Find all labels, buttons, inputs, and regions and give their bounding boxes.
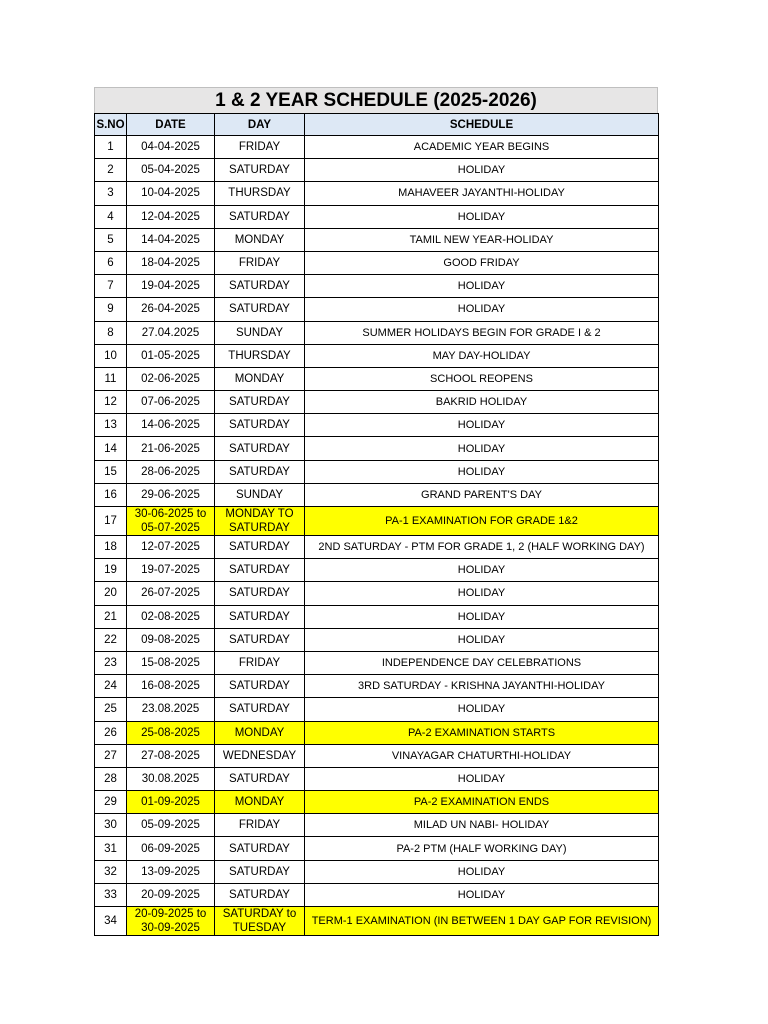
- cell-schedule: INDEPENDENCE DAY CELEBRATIONS: [305, 651, 659, 674]
- cell-date: 20-09-2025: [127, 883, 215, 906]
- cell-date: 29-06-2025: [127, 483, 215, 506]
- cell-date: 12-04-2025: [127, 205, 215, 228]
- header-date: DATE: [127, 114, 215, 136]
- cell-date: 10-04-2025: [127, 182, 215, 205]
- cell-sno: 1: [95, 136, 127, 159]
- cell-date: 27-08-2025: [127, 744, 215, 767]
- cell-schedule: GOOD FRIDAY: [305, 251, 659, 274]
- table-row: [95, 414, 659, 437]
- cell-day: MONDAY TO SATURDAY: [215, 507, 305, 536]
- cell-sno: 19: [95, 559, 127, 582]
- schedule-table: [94, 113, 659, 936]
- table-row: [95, 507, 659, 536]
- cell-sno: 15: [95, 460, 127, 483]
- cell-date: 06-09-2025: [127, 837, 215, 860]
- cell-day: SATURDAY: [215, 536, 305, 559]
- cell-date: 30-06-2025 to 05-07-2025: [127, 507, 215, 536]
- cell-day: SUNDAY: [215, 483, 305, 506]
- cell-schedule: SCHOOL REOPENS: [305, 367, 659, 390]
- cell-schedule: HOLIDAY: [305, 159, 659, 182]
- cell-sno: 30: [95, 814, 127, 837]
- cell-day: MONDAY: [215, 228, 305, 251]
- table-row: [95, 791, 659, 814]
- header-sno: S.NO: [95, 114, 127, 136]
- cell-date: 02-06-2025: [127, 367, 215, 390]
- cell-sno: 5: [95, 228, 127, 251]
- cell-day: SATURDAY: [215, 275, 305, 298]
- cell-day: SATURDAY: [215, 675, 305, 698]
- header-day: DAY: [215, 114, 305, 136]
- cell-day: MONDAY: [215, 791, 305, 814]
- cell-day: SATURDAY: [215, 391, 305, 414]
- cell-day: FRIDAY: [215, 651, 305, 674]
- cell-sno: 25: [95, 698, 127, 721]
- cell-date: 21-06-2025: [127, 437, 215, 460]
- cell-schedule: HOLIDAY: [305, 860, 659, 883]
- cell-schedule: HOLIDAY: [305, 582, 659, 605]
- cell-day: MONDAY: [215, 367, 305, 390]
- cell-date: 04-04-2025: [127, 136, 215, 159]
- table-row: [95, 205, 659, 228]
- cell-sno: 2: [95, 159, 127, 182]
- table-row: [95, 837, 659, 860]
- cell-sno: 28: [95, 767, 127, 790]
- cell-date: 16-08-2025: [127, 675, 215, 698]
- cell-date: 01-05-2025: [127, 344, 215, 367]
- cell-schedule: PA-2 EXAMINATION STARTS: [305, 721, 659, 744]
- cell-schedule: HOLIDAY: [305, 414, 659, 437]
- cell-day: SATURDAY: [215, 605, 305, 628]
- cell-schedule: HOLIDAY: [305, 767, 659, 790]
- cell-sno: 13: [95, 414, 127, 437]
- cell-day: SATURDAY: [215, 298, 305, 321]
- cell-date: 20-09-2025 to 30-09-2025: [127, 907, 215, 936]
- cell-date: 19-07-2025: [127, 559, 215, 582]
- cell-day: FRIDAY: [215, 814, 305, 837]
- cell-day: SATURDAY to TUESDAY: [215, 907, 305, 936]
- cell-schedule: SUMMER HOLIDAYS BEGIN FOR GRADE I & 2: [305, 321, 659, 344]
- cell-day: SATURDAY: [215, 460, 305, 483]
- cell-date: 19-04-2025: [127, 275, 215, 298]
- cell-sno: 29: [95, 791, 127, 814]
- cell-sno: 4: [95, 205, 127, 228]
- cell-schedule: 2ND SATURDAY - PTM FOR GRADE 1, 2 (HALF WORKING DAY): [305, 536, 659, 559]
- cell-sno: 24: [95, 675, 127, 698]
- cell-schedule: MILAD UN NABI- HOLIDAY: [305, 814, 659, 837]
- cell-schedule: PA-1 EXAMINATION FOR GRADE 1&2: [305, 507, 659, 536]
- cell-date: 14-04-2025: [127, 228, 215, 251]
- cell-sno: 33: [95, 883, 127, 906]
- table-row: [95, 767, 659, 790]
- table-body: [95, 136, 659, 936]
- table-row: [95, 344, 659, 367]
- cell-schedule: GRAND PARENT'S DAY: [305, 483, 659, 506]
- table-row: [95, 605, 659, 628]
- cell-date: 23.08.2025: [127, 698, 215, 721]
- cell-day: FRIDAY: [215, 136, 305, 159]
- cell-date: 25-08-2025: [127, 721, 215, 744]
- table-row: [95, 675, 659, 698]
- cell-day: SATURDAY: [215, 837, 305, 860]
- cell-sno: 31: [95, 837, 127, 860]
- table-row: [95, 483, 659, 506]
- cell-sno: 26: [95, 721, 127, 744]
- cell-day: SATURDAY: [215, 698, 305, 721]
- cell-date: 26-04-2025: [127, 298, 215, 321]
- cell-schedule: HOLIDAY: [305, 298, 659, 321]
- cell-schedule: HOLIDAY: [305, 205, 659, 228]
- table-row: [95, 321, 659, 344]
- cell-date: 13-09-2025: [127, 860, 215, 883]
- table-row: [95, 298, 659, 321]
- cell-sno: 8: [95, 321, 127, 344]
- table-row: [95, 814, 659, 837]
- cell-day: SATURDAY: [215, 205, 305, 228]
- cell-day: THURSDAY: [215, 182, 305, 205]
- cell-sno: 12: [95, 391, 127, 414]
- cell-day: SATURDAY: [215, 883, 305, 906]
- cell-day: SUNDAY: [215, 321, 305, 344]
- cell-sno: 16: [95, 483, 127, 506]
- cell-sno: 20: [95, 582, 127, 605]
- cell-day: SATURDAY: [215, 559, 305, 582]
- cell-schedule: PA-2 EXAMINATION ENDS: [305, 791, 659, 814]
- cell-sno: 7: [95, 275, 127, 298]
- cell-sno: 23: [95, 651, 127, 674]
- table-row: [95, 460, 659, 483]
- cell-sno: 34: [95, 907, 127, 936]
- table-row: [95, 159, 659, 182]
- table-row: [95, 182, 659, 205]
- cell-day: SATURDAY: [215, 159, 305, 182]
- table-row: [95, 275, 659, 298]
- cell-schedule: MAY DAY-HOLIDAY: [305, 344, 659, 367]
- header-schedule: SCHEDULE: [305, 114, 659, 136]
- cell-sno: 3: [95, 182, 127, 205]
- cell-schedule: HOLIDAY: [305, 460, 659, 483]
- cell-schedule: BAKRID HOLIDAY: [305, 391, 659, 414]
- cell-schedule: HOLIDAY: [305, 883, 659, 906]
- table-row: [95, 367, 659, 390]
- cell-sno: 27: [95, 744, 127, 767]
- cell-schedule: HOLIDAY: [305, 275, 659, 298]
- cell-schedule: PA-2 PTM (HALF WORKING DAY): [305, 837, 659, 860]
- cell-day: SATURDAY: [215, 860, 305, 883]
- cell-sno: 9: [95, 298, 127, 321]
- table-row: [95, 883, 659, 906]
- cell-schedule: HOLIDAY: [305, 437, 659, 460]
- table-row: [95, 391, 659, 414]
- sheet-title: 1 & 2 YEAR SCHEDULE (2025-2026): [94, 87, 658, 113]
- cell-day: SATURDAY: [215, 437, 305, 460]
- table-row: [95, 437, 659, 460]
- cell-date: 05-04-2025: [127, 159, 215, 182]
- table-row: [95, 628, 659, 651]
- cell-sno: 11: [95, 367, 127, 390]
- cell-schedule: ACADEMIC YEAR BEGINS: [305, 136, 659, 159]
- cell-sno: 6: [95, 251, 127, 274]
- table-row: [95, 651, 659, 674]
- cell-sno: 18: [95, 536, 127, 559]
- cell-schedule: HOLIDAY: [305, 559, 659, 582]
- schedule-sheet: [94, 87, 658, 936]
- table-row: [95, 860, 659, 883]
- cell-day: SATURDAY: [215, 628, 305, 651]
- cell-schedule: HOLIDAY: [305, 628, 659, 651]
- cell-schedule: TAMIL NEW YEAR-HOLIDAY: [305, 228, 659, 251]
- table-row: [95, 744, 659, 767]
- cell-date: 27.04.2025: [127, 321, 215, 344]
- table-row: [95, 559, 659, 582]
- cell-date: 30.08.2025: [127, 767, 215, 790]
- cell-date: 09-08-2025: [127, 628, 215, 651]
- table-row: [95, 228, 659, 251]
- cell-date: 26-07-2025: [127, 582, 215, 605]
- cell-date: 14-06-2025: [127, 414, 215, 437]
- cell-date: 18-04-2025: [127, 251, 215, 274]
- cell-date: 07-06-2025: [127, 391, 215, 414]
- cell-day: SATURDAY: [215, 414, 305, 437]
- cell-sno: 10: [95, 344, 127, 367]
- cell-day: MONDAY: [215, 721, 305, 744]
- cell-schedule: 3RD SATURDAY - KRISHNA JAYANTHI-HOLIDAY: [305, 675, 659, 698]
- cell-day: WEDNESDAY: [215, 744, 305, 767]
- cell-day: FRIDAY: [215, 251, 305, 274]
- cell-day: SATURDAY: [215, 767, 305, 790]
- cell-date: 02-08-2025: [127, 605, 215, 628]
- cell-sno: 17: [95, 507, 127, 536]
- cell-sno: 21: [95, 605, 127, 628]
- cell-date: 28-06-2025: [127, 460, 215, 483]
- header-row: [95, 114, 659, 136]
- table-row: [95, 907, 659, 936]
- cell-day: SATURDAY: [215, 582, 305, 605]
- cell-schedule: TERM-1 EXAMINATION (IN BETWEEN 1 DAY GAP FOR REVISION): [305, 907, 659, 936]
- cell-date: 05-09-2025: [127, 814, 215, 837]
- cell-date: 12-07-2025: [127, 536, 215, 559]
- table-row: [95, 698, 659, 721]
- cell-schedule: HOLIDAY: [305, 605, 659, 628]
- cell-sno: 14: [95, 437, 127, 460]
- table-row: [95, 582, 659, 605]
- cell-date: 01-09-2025: [127, 791, 215, 814]
- cell-schedule: HOLIDAY: [305, 698, 659, 721]
- cell-schedule: MAHAVEER JAYANTHI-HOLIDAY: [305, 182, 659, 205]
- cell-sno: 22: [95, 628, 127, 651]
- table-row: [95, 136, 659, 159]
- cell-date: 15-08-2025: [127, 651, 215, 674]
- cell-schedule: VINAYAGAR CHATURTHI-HOLIDAY: [305, 744, 659, 767]
- table-row: [95, 536, 659, 559]
- cell-sno: 32: [95, 860, 127, 883]
- table-row: [95, 721, 659, 744]
- table-row: [95, 251, 659, 274]
- cell-day: THURSDAY: [215, 344, 305, 367]
